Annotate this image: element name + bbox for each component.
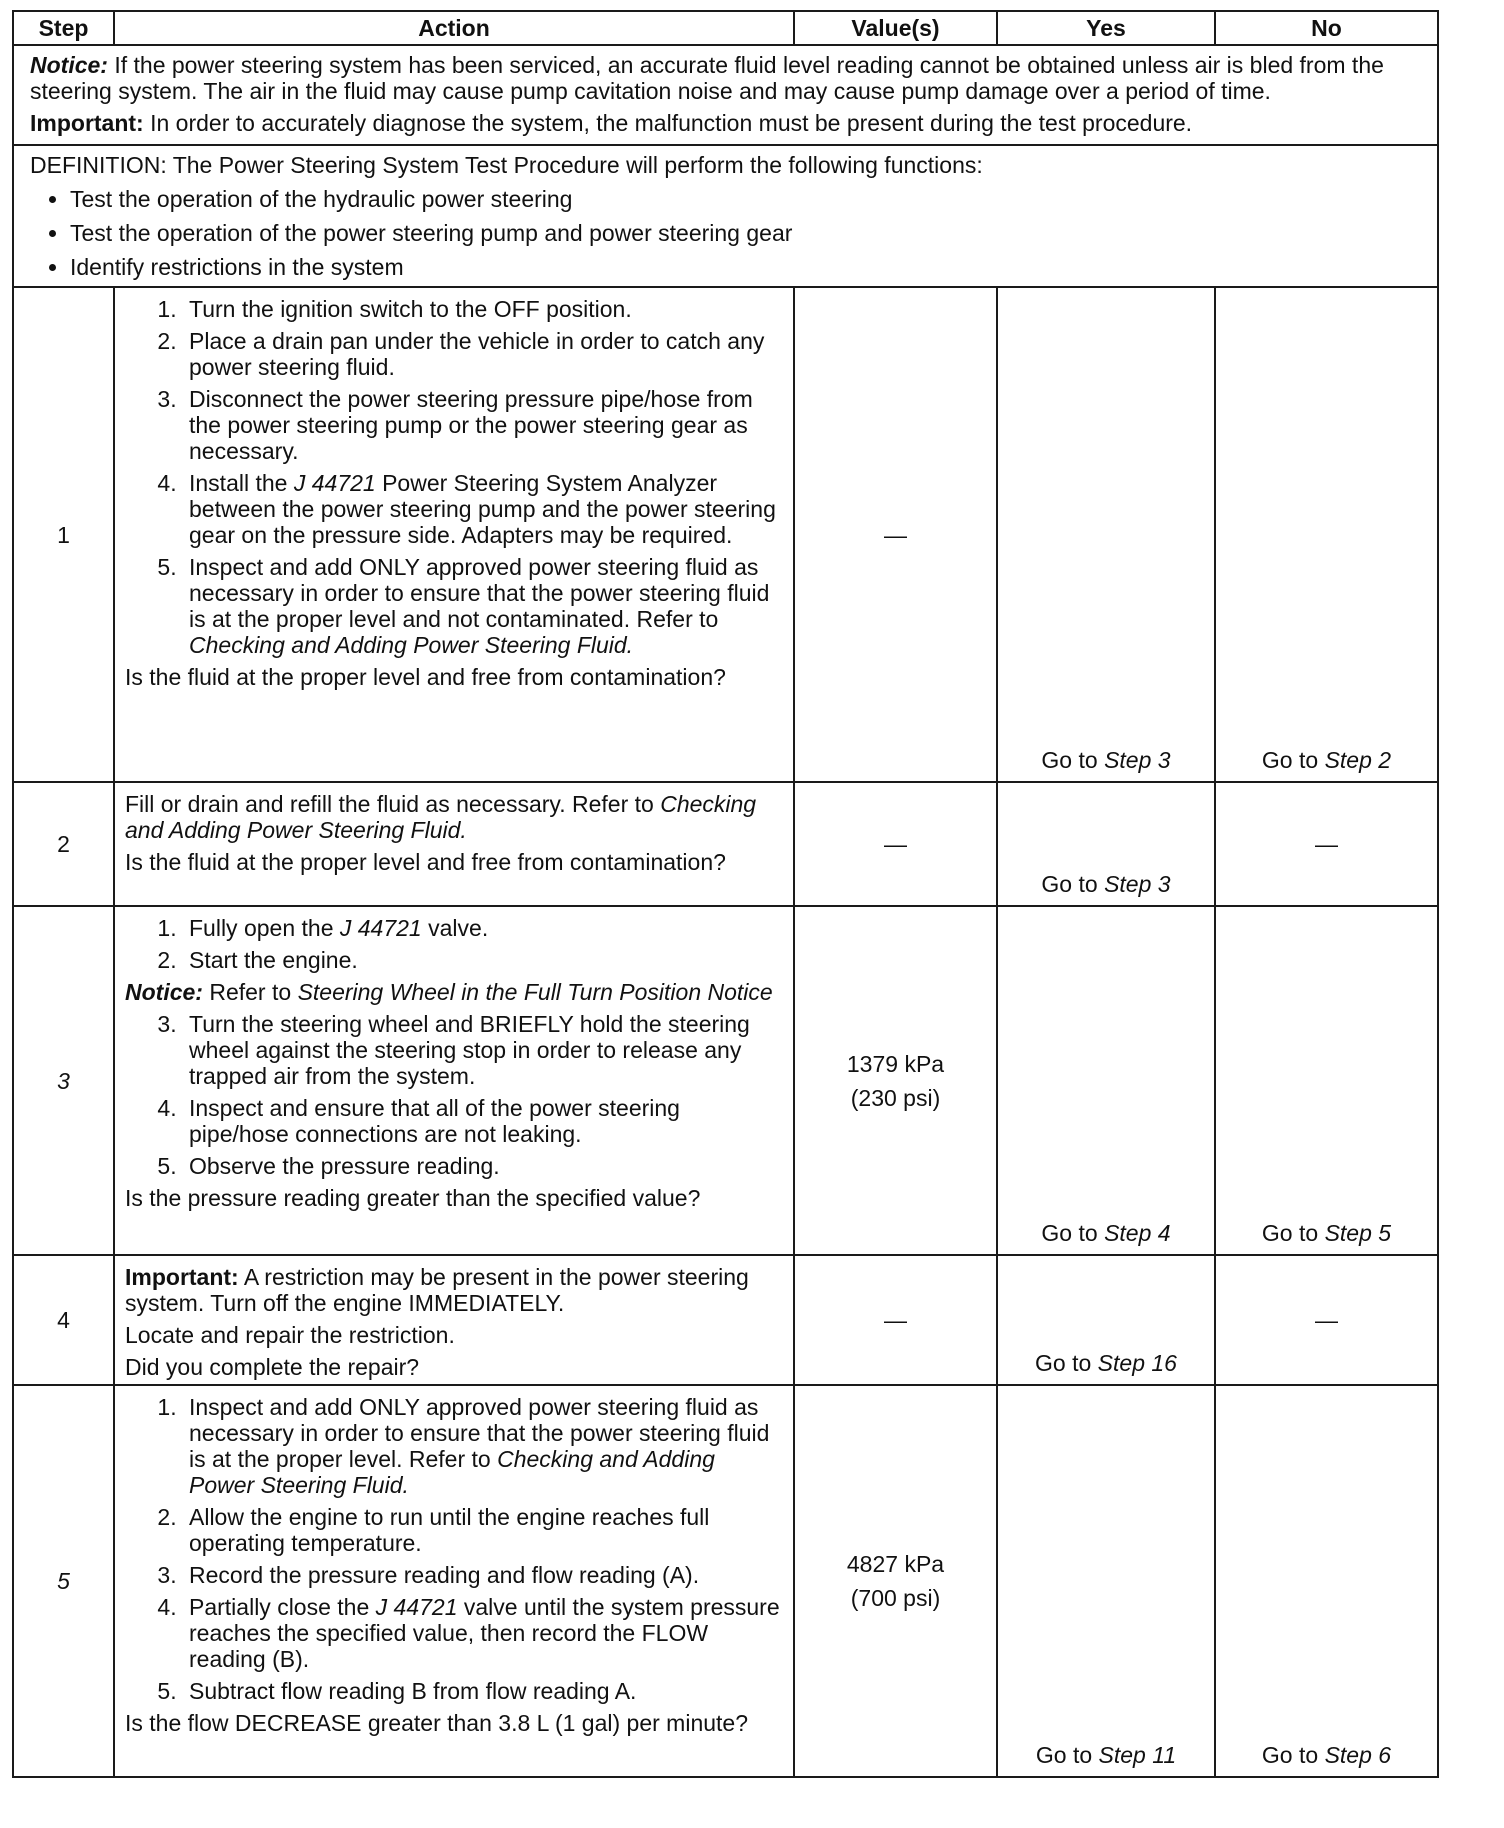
header-no: No [1215,11,1438,45]
notice-label: Notice: [30,52,108,78]
step-number: 3 [13,906,114,1255]
procedure-reference: Checking and Adding Power Steering Fluid. [189,1446,715,1498]
instruction: 5. Observe the pressure reading. [183,1153,781,1179]
procedure-reference: Checking and Adding Power Steering Fluid. [189,632,634,658]
step-value: — [794,782,997,906]
no-result [1215,287,1438,782]
notice-label: Notice: [125,979,203,1005]
definition-text: DEFINITION: The Power Steering System Test Procedure will perform the following functions: [30,152,983,178]
procedure-reference: Checking and Adding Power Steering Fluid. [125,791,757,843]
header-values: Value(s) [794,11,997,45]
important-label: Important: [30,110,144,136]
goto-step-link[interactable]: Step 16 [1097,1350,1177,1376]
notice-row [13,45,1438,145]
step-notice [125,979,781,1005]
instruction-text: Install the [189,470,294,496]
step-action [114,906,794,1255]
instruction-text: Fill or drain and refill the fluid as necessary. Refer to [125,791,661,817]
tool-reference: J 44721 [375,1594,458,1620]
instruction-text: Refer to [202,979,298,1005]
instruction: 4. Inspect and ensure that all of the power steering pipe/hose connections are not leaking. [183,1095,781,1147]
header-action: Action [114,11,794,45]
step-important [125,1264,781,1316]
yes-result [997,1255,1215,1385]
step-number: 1 [13,287,114,782]
step-value: — [794,287,997,782]
goto-text: Go to [1261,1742,1325,1768]
value-psi: (700 psi) [850,1585,941,1611]
instruction: 3. Turn the steering wheel and BRIEFLY hold the steering wheel against the steering stop in order to release any trapped air from the system. [183,1011,781,1089]
instruction-text: valve until the system pressure reaches the specified value, then record the FLOW reading (B). [189,1594,780,1672]
step-number: 5 [13,1385,114,1777]
step-question: Is the fluid at the proper level and free from contamination? [125,849,726,875]
step-text: Locate and repair the restriction. [125,1322,455,1348]
value-kpa: 1379 kPa [846,1050,945,1077]
step-question: Is the flow DECREASE greater than 3.8 L (1 gal) per minute? [125,1710,749,1736]
step-value [794,1385,997,1777]
header-yes: Yes [997,11,1215,45]
step-row-5 [13,1385,1438,1777]
yes-result [997,782,1215,906]
important-paragraph [30,110,1423,136]
instruction: 3. Disconnect the power steering pressure pipe/hose from the power steering pump or the power steering gear as necessary. [183,386,781,464]
important-text: In order to accurately diagnose the system, the malfunction must be present during the test procedure. [143,110,1193,136]
instruction: 2. Place a drain pan under the vehicle in order to catch any power steering fluid. [183,328,781,380]
no-result: — [1215,782,1438,906]
step-action [114,287,794,782]
step-instructions [125,915,781,973]
instruction [183,1394,781,1498]
goto-text: Go to [1261,747,1325,773]
definition-cell [13,145,1438,287]
goto-step-link[interactable]: Step 3 [1104,871,1171,897]
no-result [1215,1385,1438,1777]
step-instructions [125,1394,781,1704]
step-action [114,1385,794,1777]
instruction [183,554,781,658]
step-value: — [794,1255,997,1385]
step-instructions [125,296,781,658]
notice-paragraph [30,52,1423,104]
definition-list [30,186,1423,280]
definition-row [13,145,1438,287]
instruction: 2. Allow the engine to run until the engine reaches full operating temperature. [183,1504,781,1556]
goto-step-link[interactable]: Step 11 [1098,1742,1177,1768]
goto-text: Go to [1041,1220,1105,1246]
step-instructions [125,1011,781,1179]
step-action [114,782,794,906]
instruction [183,470,781,548]
instruction-text: A restriction may be present in the power steering system. Turn off the engine IMMEDIATELY. [125,1264,749,1316]
goto-text: Go to [1035,1742,1099,1768]
instruction: 3. Record the pressure reading and flow reading (A). [183,1562,781,1588]
yes-result [997,906,1215,1255]
definition-bullet: • Test the operation of the hydraulic power steering [70,186,1423,212]
tool-reference: J 44721 [339,915,422,941]
no-result: — [1215,1255,1438,1385]
notice-text: If the power steering system has been serviced, an accurate fluid level reading cannot be obtained unless air is bled from the steering system. The air in the fluid may cause pump cavitation noise and may cause pump damage over a period of time. [30,52,1384,104]
instruction [183,915,781,941]
step-action [114,1255,794,1385]
step-row-4 [13,1255,1438,1385]
value-psi: (230 psi) [850,1084,941,1111]
tool-reference: J 44721 [293,470,376,496]
step-row-2 [13,782,1438,906]
step-value [794,906,997,1255]
goto-text: Go to [1261,1220,1325,1246]
step-text [125,791,781,843]
diagnostic-table-page [12,10,1437,1778]
goto-step-link[interactable]: Step 5 [1324,1220,1392,1246]
step-row-3 [13,906,1438,1255]
instruction-text: Inspect and add ONLY approved power steering fluid as necessary in order to ensure that the power steering fluid is at the proper level. Refer to [189,1394,770,1472]
instruction-text: valve. [421,915,489,941]
no-result [1215,906,1438,1255]
goto-text: Go to [1041,747,1105,773]
important-label: Important: [125,1264,239,1290]
instruction: 2. Start the engine. [183,947,781,973]
goto-step-link[interactable]: Step 6 [1324,1742,1392,1768]
step-question: Is the pressure reading greater than the specified value? [125,1185,701,1211]
definition-bullet: • Test the operation of the power steering pump and power steering gear [70,220,1423,246]
instruction-text: Partially close the [189,1594,376,1620]
yes-result [997,1385,1215,1777]
diagnostic-table [12,10,1439,1778]
instruction-text: Fully open the [189,915,340,941]
step-question: Is the fluid at the proper level and free from contamination? [125,664,726,690]
instruction: 5. Subtract flow reading B from flow reading A. [183,1678,781,1704]
instruction [183,1594,781,1672]
yes-result [997,287,1215,782]
step-number: 2 [13,782,114,906]
value-kpa: 4827 kPa [846,1551,945,1577]
step-number: 4 [13,1255,114,1385]
goto-step-link[interactable]: Step 2 [1324,747,1392,773]
instruction-text: Power Steering System Analyzer between the power steering pump and the power steering gear on the pressure side. Adapters may be required. [189,470,776,548]
instruction-text: Inspect and add ONLY approved power steering fluid as necessary in order to ensure that the power steering fluid is at the proper level and not contaminated. Refer to [189,554,770,632]
header-step: Step [13,11,114,45]
goto-step-link[interactable]: Step 3 [1104,747,1171,773]
definition-bullet: • Identify restrictions in the system [70,254,1423,280]
goto-step-link[interactable]: Step 4 [1104,1220,1171,1246]
procedure-reference: Steering Wheel in the Full Turn Position Notice [297,979,773,1005]
step-row-1 [13,287,1438,782]
step-question: Did you complete the repair? [125,1354,420,1380]
goto-text: Go to [1035,1350,1098,1376]
header-row [13,11,1438,45]
notice-cell [13,45,1438,145]
instruction: 1. Turn the ignition switch to the OFF position. [183,296,781,322]
goto-text: Go to [1041,871,1105,897]
